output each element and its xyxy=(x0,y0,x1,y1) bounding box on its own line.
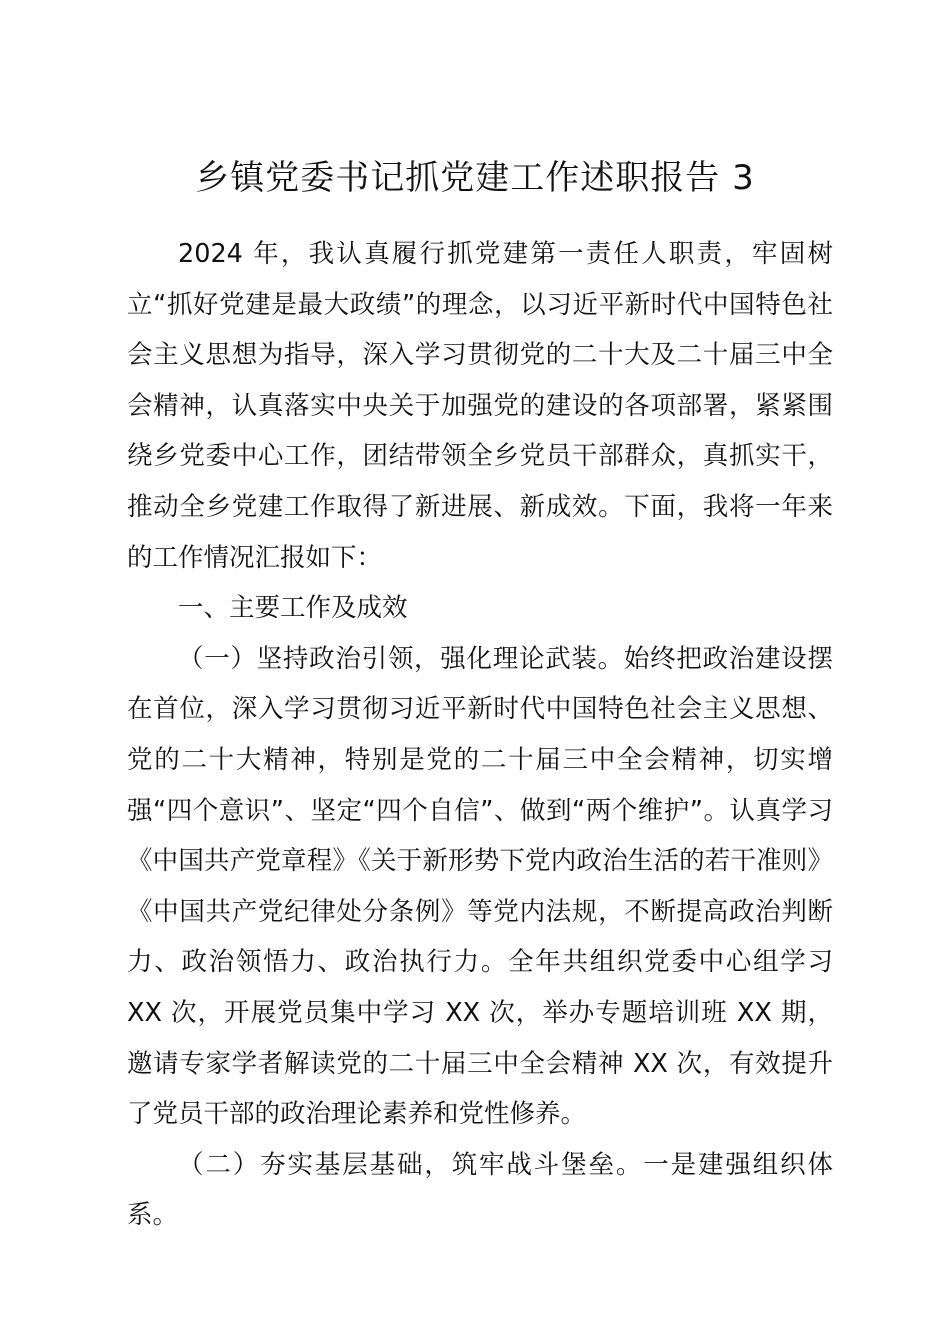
document-title: 乡镇党委书记抓党建工作述职报告 3 xyxy=(195,158,755,198)
intro-paragraph: 2024 年，我认真履行抓党建第一责任人职责，牢固树立“抓好党建是最大政绩”的理念，以习近平新时代中国特色社会主义思想为指导，深入学习贯彻党的二十大及二十届三中全会精神，认真落实中央关于加强党的建设的各项部署，紧紧围绕乡党委中心工作，团结带领全乡党员干部群众，真抓实干，推动全乡党建工作取得了新进展、新成效。下面，我将一年来的工作情况汇报如下： xyxy=(127,239,833,573)
document-body xyxy=(127,229,833,1241)
section-heading: 一、主要工作及成效 xyxy=(178,593,408,624)
paragraph-grassroots-foundation: （二）夯实基层基础，筑牢战斗堡垒。一是建强组织体系。 xyxy=(127,1149,833,1231)
paragraph-political-guidance: （一）坚持政治引领，强化理论武装。始终把政治建设摆在首位，深入学习贯彻习近平新时代中国特色社会主义思想、党的二十大精神，特别是党的二十届三中全会精神，切实增强“四个意识”、坚定“四个自信”、做到“两个维护”。认真学习《中国共产党章程》《关于新形势下党内政治生活的若干准则》《中国共产党纪律处分条例》等党内法规，不断提高政治判断力、政治领悟力、政治执行力。全年共组织党委中心组学习 XX 次，开展党员集中学习 XX 次，举办专题培训班 XX 期，邀请专家学者解读党的二十届三中全会精神 XX 次，有效提升了党员干部的政治理论素养和党性修养。 xyxy=(127,643,833,1130)
